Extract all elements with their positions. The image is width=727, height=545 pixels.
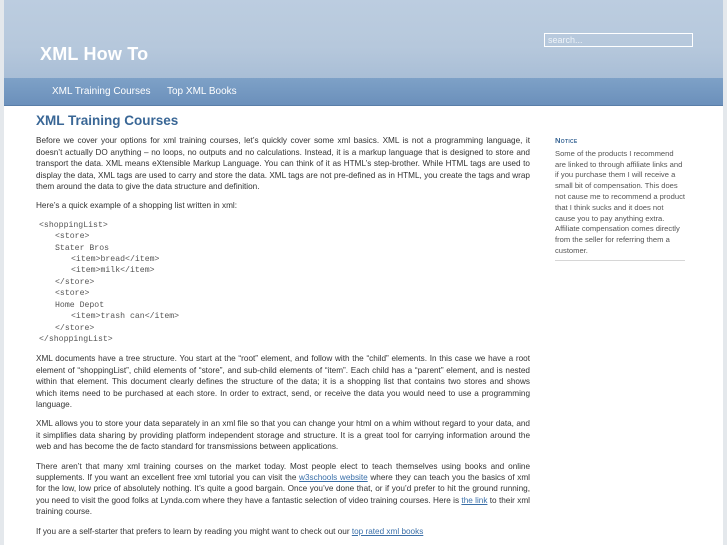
top-rated-xml-books-link[interactable]: top rated xml books: [351, 526, 424, 536]
main-nav: [4, 78, 723, 106]
w3schools-link[interactable]: w3schools website: [299, 472, 368, 482]
site-header: [4, 0, 723, 78]
notice-text: Some of the products I recommend are linked to through affiliate links and if you purchase them I will receive a small bit of compensation. This does not cause me to recommend a product that I think sucks and it does not cause you to pay anything extra. Affiliate compensation comes directly from the seller for referring them a customer.: [555, 149, 685, 261]
notice-title: Notice: [555, 136, 578, 145]
sidebar: [555, 136, 685, 261]
books-paragraph: [36, 526, 530, 537]
xml-code-block: [39, 220, 530, 345]
paragraph-text: where they can teach you the basics of xml for the low, low price of absolutely nothing. It’s quite a good bargain. Once you’ve done that, or if you’d prefer to hit the ground running, you need to visit the good folks at Lynda.com where they have a fantastic selection of video training courses. Here is: [36, 472, 530, 505]
training-options-paragraph: [36, 461, 530, 518]
code-line: <shoppingList>: [39, 220, 108, 230]
code-line: <item>bread</item>: [71, 255, 160, 265]
paragraph-text: If you are a self-starter that prefers to learn by reading you might want to check out our: [36, 526, 352, 536]
code-line: Home Depot: [55, 300, 105, 310]
code-line: <item>trash can</item>: [71, 312, 180, 322]
page-title: XML Training Courses: [36, 113, 179, 128]
search-input[interactable]: [544, 33, 693, 47]
intro-paragraph: Before we cover your options for xml training courses, let’s quickly cover some xml basics. XML is not a programming language, it doesn’t actually DO anything – no loops, no outputs and no calculations. Instead, it is a markup language that is designed to store and transport the data. XML means eXtensible Markup Language. You can think of it as HTML’s step-brother. While HTML tags are used to display the data, XML tags are used to carry and store the data. XML tags are not pre-defined as in HTML, you create the tags and wrap them around the data to give the data structure and definition.: [36, 136, 530, 192]
code-line: <store>: [55, 289, 90, 299]
paragraph-text: There aren’t that many xml training courses on the market today. Most people elect to teach themselves using books and online supplements. If you want an excellent free xml tutorial you can visit the: [36, 461, 530, 482]
lynda-link[interactable]: the link: [461, 495, 488, 505]
code-line: Stater Bros: [55, 243, 110, 253]
code-line: </store>: [55, 277, 95, 287]
paragraph-text: to their xml training course.: [36, 495, 530, 517]
page-frame-right: [723, 0, 727, 545]
xml-benefits-paragraph: XML allows you to store your data separately in an xml file so that you can change your html on a whim without regard to your data, and it simplifies data sharing by providing platform independent storage and structure. It is a great tool for carrying information around the web and has become the de facto standard for transmissions between applications.: [36, 419, 530, 452]
code-line: <item>milk</item>: [71, 266, 155, 276]
example-intro-paragraph: Here’s a quick example of a shopping list written in xml:: [36, 201, 237, 211]
nav-item-xml-training-courses[interactable]: XML Training Courses: [52, 86, 151, 97]
code-line: <store>: [55, 232, 90, 242]
code-line: </store>: [55, 323, 95, 333]
main-content: [36, 115, 530, 545]
nav-item-top-xml-books[interactable]: Top XML Books: [167, 86, 237, 97]
tree-structure-paragraph: XML documents have a tree structure. You start at the “root” element, and follow with the “child” elements. In this case we have a root element of “shoppingList”, child elements of “store”, and sub-child elements of “item”. Each child has a “parent” element, and is nested within that element. This document clearly defines the structure of the data; it is a shopping list that contains two stores and shows which items need to be purchased at each store. In order to extract, send, or receive the data you would need to use a programming language.: [36, 354, 530, 409]
code-line: </shoppingList>: [39, 334, 113, 344]
site-title[interactable]: XML How To: [40, 44, 149, 64]
